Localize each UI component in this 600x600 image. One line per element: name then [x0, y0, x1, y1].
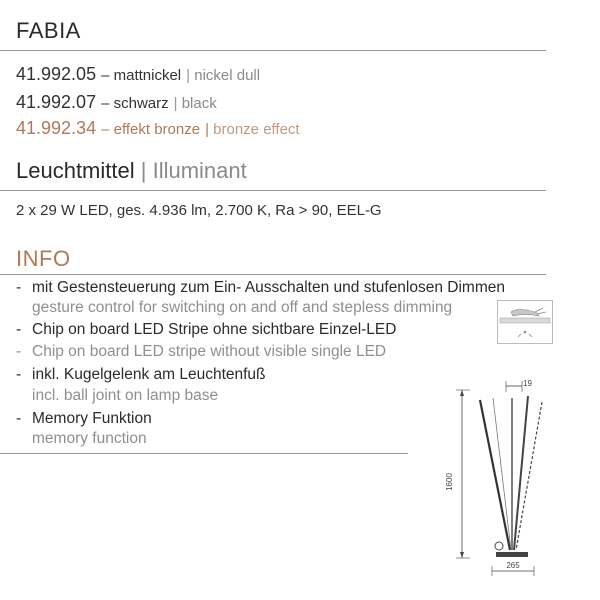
variant-de: effekt bronze: [113, 121, 201, 138]
info-item-de: - mit Gestensteuerung zum Ein- Ausschalten und stufenlosen Dimmen: [16, 279, 505, 297]
info-item-en: incl. ball joint on lamp base: [32, 387, 219, 404]
divider-title: [0, 50, 546, 51]
variant-de: schwarz: [113, 95, 169, 112]
variant-number: 41.992.05: [16, 64, 97, 84]
product-title: FABIA: [16, 18, 81, 43]
variant-bronze: 41.992.34 – effekt bronze | bronze effect: [16, 118, 300, 138]
info-item-de: - Chip on board LED Stripe ohne sichtbare Einzel-LED: [16, 321, 396, 339]
info-heading: INFO: [16, 246, 71, 271]
divider-bottom: [0, 453, 408, 454]
variant-black: 41.992.07 – schwarz | black: [16, 92, 217, 112]
illuminant-heading-de: Leuchtmittel: [16, 158, 135, 183]
illuminant-heading: Leuchtmittel | Illuminant: [16, 158, 247, 183]
divider-illuminant: [0, 190, 546, 191]
variant-de: mattnickel: [113, 67, 182, 84]
variant-number: 41.992.34: [16, 118, 97, 138]
illuminant-spec: 2 x 29 W LED, ges. 4.936 lm, 2.700 K, Ra > 90, EEL-G: [16, 202, 382, 219]
lamp-technical-drawing: [436, 372, 566, 587]
variant-en: black: [181, 95, 217, 112]
info-item-en: memory function: [32, 430, 147, 447]
variant-en: nickel dull: [194, 67, 261, 84]
info-item-de: - inkl. Kugelgelenk am Leuchtenfuß: [16, 366, 266, 384]
info-item-en: gesture control for switching on and off and stepless dimming: [32, 299, 453, 316]
divider-info: [0, 274, 546, 275]
info-item-de: - Memory Funktion: [16, 410, 152, 428]
dim-base-width: 265: [506, 561, 520, 570]
illuminant-heading-en: Illuminant: [152, 158, 247, 183]
variant-number: 41.992.07: [16, 92, 97, 112]
variant-nickel: 41.992.05 – mattnickel | nickel dull: [16, 64, 261, 84]
variant-en: bronze effect: [213, 121, 300, 138]
dim-top-width: 19: [523, 379, 532, 388]
dim-height: 1600: [445, 473, 454, 491]
gesture-control-icon: [497, 300, 553, 344]
info-item-en: - Chip on board LED stripe without visible single LED: [16, 343, 386, 361]
